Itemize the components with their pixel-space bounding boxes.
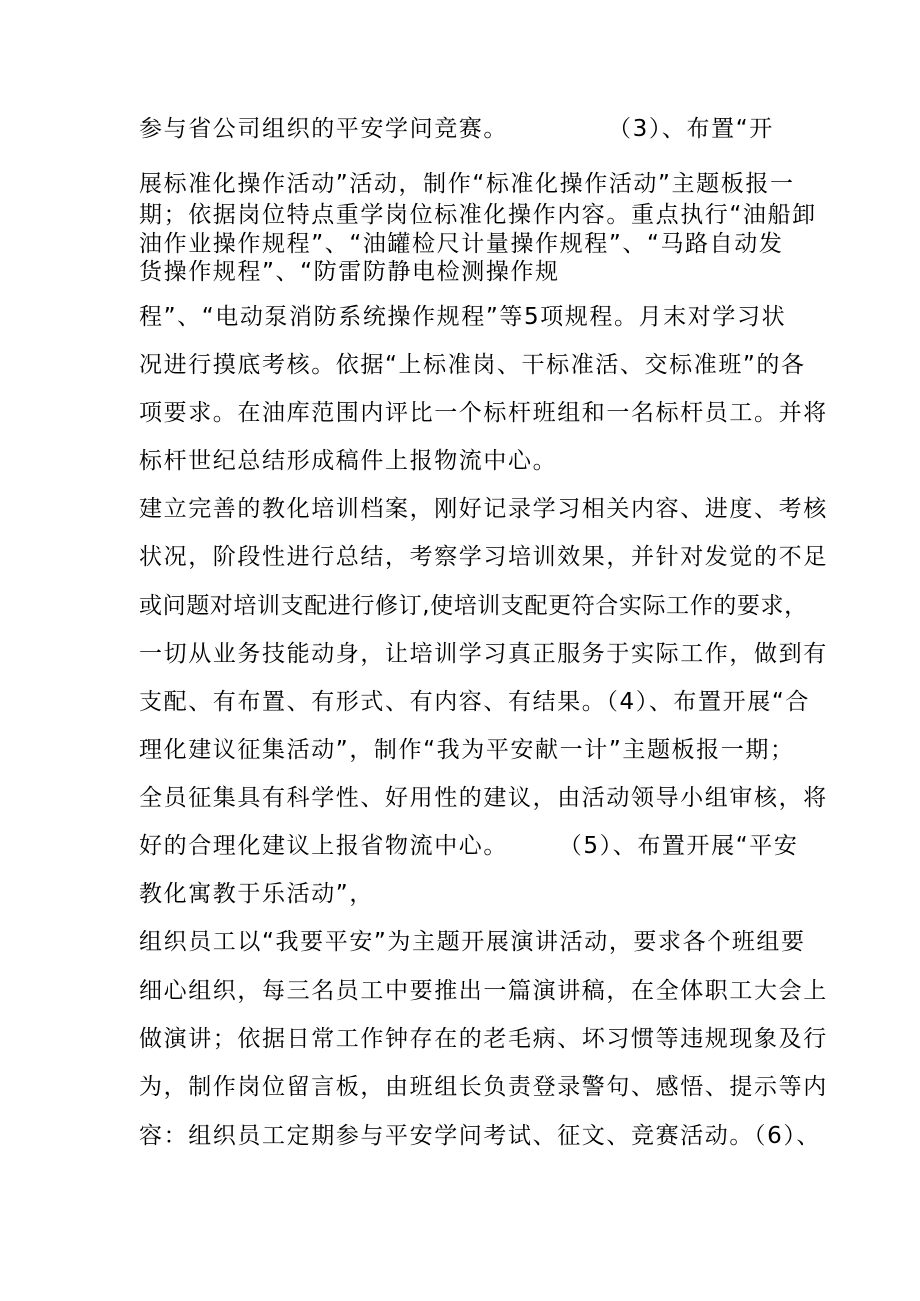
paragraph-line: 或问题对培训支配进行修订,使培训支配更符合实际工作的要求， (139, 593, 808, 619)
paragraph-line: 做演讲；依据日常工作钟存在的老毛病、坏习惯等违规现象及行 (139, 1026, 828, 1052)
paragraph-line: 理化建议征集活动”，制作“我为平安献一计”主题板报一期； (139, 737, 795, 763)
paragraph-line: 一切从业务技能动身，让培训学习真正服务于实际工作，做到有 (139, 641, 828, 667)
paragraph-line: 展标准化操作活动”活动，制作“标准化操作活动”主题板报一 (139, 171, 795, 197)
paragraph-line: 项要求。在油库范围内评比一个标杆班组和一名标杆员工。并将 (139, 400, 828, 426)
paragraph-line: 支配、有布置、有形式、有内容、有结果。（4）、布置开展“合 (139, 689, 810, 715)
paragraph-line: 全员征集具有科学性、好用性的建议，由活动领导小组审核，将 (139, 785, 828, 811)
paragraph-line: 参与省公司组织的平安学问竞赛。 （3）、布置“开 (139, 116, 774, 142)
paragraph-line: 建立完善的教化培训档案，刚好记录学习相关内容、进度、考核 (139, 496, 828, 522)
paragraph-line: 为，制作岗位留言板，由班组长负责登录警句、感悟、提示等内 (139, 1074, 828, 1100)
paragraph-line: 标杆世纪总结形成稿件上报物流中心。 (139, 448, 558, 474)
paragraph-line: 状况，阶段性进行总结，考察学习培训效果，并针对发觉的不足 (139, 544, 828, 570)
paragraph-line: 况进行摸底考核。依据“上标准岗、干标准活、交标准班”的各 (139, 352, 806, 378)
paragraph-line: 教化寓教于乐活动”， (139, 881, 374, 907)
paragraph-line: 容：组织员工定期参与平安学问考试、征文、竞赛活动。（6）、 (139, 1123, 822, 1149)
paragraph-line: 组织员工以“我要平安”为主题开展演讲活动，要求各个班组要 (139, 929, 806, 955)
paragraph-line: 细心组织，每三名员工中要推出一篇演讲稿，在全体职工大会上 (139, 978, 828, 1004)
paragraph-line: 程”、“电动泵消防系统操作规程”等5项规程。月末对学习状 (139, 304, 787, 330)
paragraph-line: 油作业操作规程”、“油罐检尺计量操作规程”、“马路自动发 (139, 231, 784, 257)
paragraph-line: 货操作规程”、“防雷防静电检测操作规 (139, 259, 560, 285)
paragraph-line: 好的合理化建议上报省物流中心。 （5）、布置开展“平安 (139, 833, 799, 859)
paragraph-line: 期；依据岗位特点重学岗位标准化操作内容。重点执行“油船卸 (139, 202, 817, 228)
